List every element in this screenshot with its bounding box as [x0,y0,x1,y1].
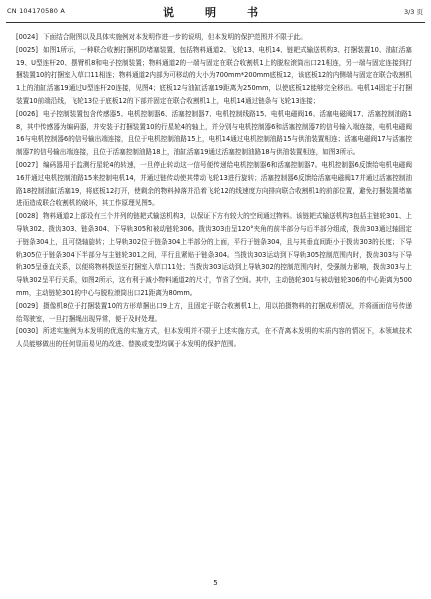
paragraph-text: 电子控制装置包含传感器5、电机控制器6、活塞控制器7、电机控制线路15、电机电磁阀16、活塞电磁阀17、活塞控制油路18，其中传感器为编码器，并安装于打捆装置10的行星轮4的轴上，并分别与电机控制器6和活塞控制器7的信号输入端连接，电机电磁阀16与电机控制器6的信号输出端连接，且位于电机控制油路15上，电机14通过电机控制油路15与供油装置相连；活塞电磁阀17与活塞控制器7的信号输出端连接，且位于活塞控制油路18上，油缸活塞19通过活塞控制油路18与供油装置相连，如图3所示。 [16,109,412,157]
paragraph-0030 [16,325,412,351]
paragraph-number: [0028] [16,212,38,221]
paragraph-text: 摄像机8位于打捆装置10的方形草捆出口9上方，且固定于联合收割机1上，用以拍摄物料的打捆成形情况，并将画面信号传递给驾驶室，一旦打捆绳出现异常，便于及时处理。 [16,301,412,323]
paragraph-number: [0025] [16,45,38,54]
paragraph-0027 [16,159,412,210]
paragraph-text: 所述实施例为本发明的优选的实施方式，但本发明并不限于上述实施方式，在不背离本发明的实质内容的情况下，本领域技术人员能够做出的任何显而易见的改进、替换或变型均属于本发明的保护范围。 [16,327,412,349]
paragraph-text: 如图1所示，一种联合收割打捆机防堵塞装置，包括物料通道2、飞轮13、电机14、链耙式输送机构3、打捆装置10、油缸活塞19、U型连杆20、摆臂机8和电子控制装置；物料通道2的一端与固定在联合收割机1上的脱粒滚筒出口21相连，另一端与固定连接到打捆装置10的打捆室入草口11相连；物料通道2内部为可移动的大小为700mm*200mm底板12，该底板12的内侧端与固定在联合收割机1上的油缸活塞19通过U型连杆20连接，见图4；底板12与油缸活塞19距离为250mm，以使底板12能够完全移出。电机14固定于打捆装置10前端沿线，飞轮13位于底板12的下部并固定在联合收割机1上，电机14通过链条与飞轮13连接； [16,45,412,105]
header-rule [6,22,425,23]
paragraph-0024 [16,31,412,44]
paragraph-number: [0024] [16,33,38,41]
paragraph-text: 物料通道2上部设有三个并列的链耙式输送机构3，以保证下方有较大的空间通过物料。该链耙式输送机构3包括主链轮301、上导轨302、拨齿303、链条304、下导轨305和被动链轮306。拨齿303由呈120°夹角的前半部分与后半部分组成，拨齿303通过轴固定于链条304上，且可绕轴旋转；上导轨302位于链条304上半部分的上面，平行于链条304，且与其垂直间距小于拨齿303的长度；下导轨305位于链条304下半部分与主链轮301之间，平行且紧贴于链条304。当拨齿303运动到下导轨305控制范围内时，拨齿303与下导轨305呈垂直关系，以便将物料拨送至打捆室入草口11处；当拨齿303运动到上导轨302的控制范围内时，受强制力影响，拨齿303与上导轨302呈平行关系，如图2所示，这有利于减小物料通道2的尺寸，节省了空间。其中，主动链轮301与被动链轮306的中心距离为500mm，主动链轮301的中心与脱粒滚筒出口21距离为80mm。 [16,212,412,297]
paragraph-number: [0027] [16,160,38,169]
paragraph-number: [0030] [16,327,38,336]
paragraph-0025 [16,44,412,108]
document-body [16,31,412,351]
document-title: 说 明 书 [163,6,268,19]
paragraph-number: [0026] [16,109,38,118]
paragraph-text: 编码器用于监测行星轮4的转速，一旦停止转动这一信号便传递给电机控制器6和活塞控制器7。电机控制器6反馈给电机电磁阀16并通过电机控制油路15来控制电机14，并通过链传动使其带动飞轮13进行旋转；活塞控制器6反馈给活塞电磁阀17并通过活塞控制油路18控制油缸活塞19，将底板12打开，使剩余的物料掉落并沿着飞轮12的线速度方向排向联合收割机1的前部位置，避免打捆装置堵塞进而造成联合收割机的破坏，其工作原理见图5。 [16,160,412,208]
page-number: 5 [213,579,218,587]
paragraph-text: 下面结合附图以及具体实施例对本发明作进一步的说明，但本发明的保护范围并不限于此。 [42,33,307,41]
paragraph-0026 [16,108,412,159]
page-header [0,0,431,26]
page-count: 3/3 页 [403,8,423,16]
publication-number: CN 104170580 A [7,7,65,15]
paragraph-number: [0029] [16,301,38,310]
paragraph-0028 [16,210,412,300]
paragraph-0029 [16,300,412,326]
